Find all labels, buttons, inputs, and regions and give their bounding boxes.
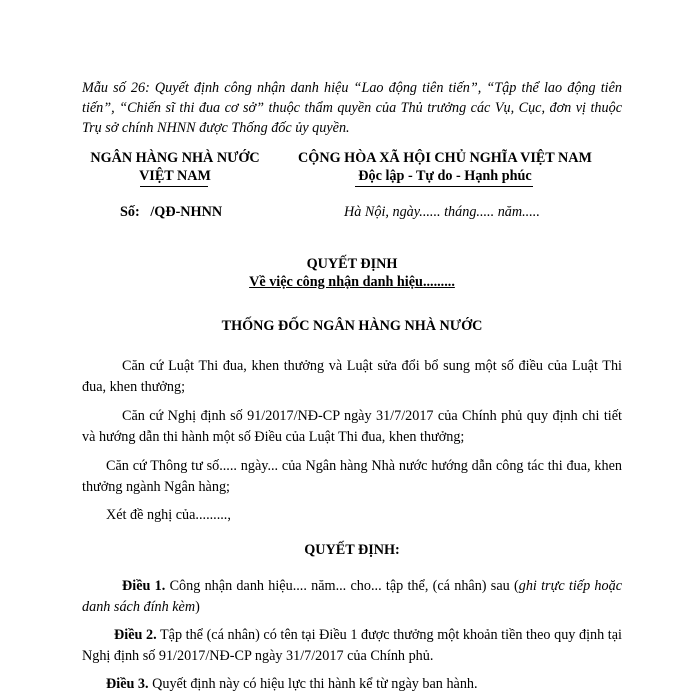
motto: Độc lập - Tự do - Hạnh phúc: [358, 168, 532, 184]
template-note: Mẫu số 26: Quyết định công nhận danh hiệu “Lao động tiên tiến”, “Tập thể lao động tiên tiến”, “Chiến sĩ thi đua cơ sở” thuộc thẩm quyền của Thủ trưởng các Vụ, Cục, đơn vị thuộc Trụ sở chính NHNN được Thống đốc ủy quyền.: [82, 80, 622, 136]
document-title: QUYẾT ĐỊNH: [306, 256, 398, 272]
document-date: Hà Nội, ngày...... tháng..... năm.....: [344, 204, 540, 220]
article-3-label: Điều 3.: [106, 676, 149, 692]
article-1-text: Công nhận danh hiệu.... năm... cho... tập thể, (cá nhân) sau (: [165, 578, 519, 594]
document-number: Số: /QĐ-NHNN: [120, 204, 223, 220]
org-name-line2: VIỆT NAM: [139, 168, 211, 184]
article-2-label: Điều 2.: [114, 627, 157, 643]
article-1-label: Điều 1.: [122, 578, 166, 594]
proposal: Xét đề nghị của.........,: [106, 507, 231, 523]
motto-underline: [355, 186, 533, 187]
article-2-text: Tập thể (cá nhân) có tên tại Điều 1 được thưởng một khoản tiền theo quy định tại Nghị định số 91/2017/NĐ-CP ngày 31/7/2017 của Chính phủ.: [82, 627, 622, 664]
subtitle-text: Về việc công nhận danh hiệu.........: [249, 274, 455, 290]
org-underline: [140, 186, 208, 187]
issuing-authority: THỐNG ĐỐC NGÂN HÀNG NHÀ NƯỚC: [221, 318, 483, 334]
basis-circular: Căn cứ Thông tư số..... ngày... của Ngân hàng Nhà nước hướng dẫn công tác thi đua, khen thưởng ngành Ngân hàng;: [82, 458, 622, 495]
article-3: [82, 674, 622, 695]
country-name: CỘNG HÒA XÃ HỘI CHỦ NGHĨA VIỆT NAM: [298, 150, 592, 166]
decision-heading: QUYẾT ĐỊNH:: [304, 542, 400, 558]
article-1: [82, 576, 622, 618]
basis-decree: Căn cứ Nghị định số 91/2017/NĐ-CP ngày 31/7/2017 của Chính phủ quy định chi tiết và hướng dẫn thi hành một số Điều của Luật Thi đua, khen thưởng;: [82, 408, 622, 445]
org-name-line1: NGÂN HÀNG NHÀ NƯỚC: [90, 150, 260, 166]
article-1-italic: ghi trực tiếp hoặc danh sách đính kèm: [82, 578, 623, 615]
basis-law: Căn cứ Luật Thi đua, khen thưởng và Luật sửa đổi bổ sung một số điều của Luật Thi đua, khen thưởng;: [82, 358, 622, 395]
article-3-text: Quyết định này có hiệu lực thi hành kể từ ngày ban hành.: [148, 676, 478, 692]
article-1-tail: ): [195, 599, 200, 615]
document-subtitle: [82, 274, 622, 291]
article-2: [82, 625, 622, 667]
